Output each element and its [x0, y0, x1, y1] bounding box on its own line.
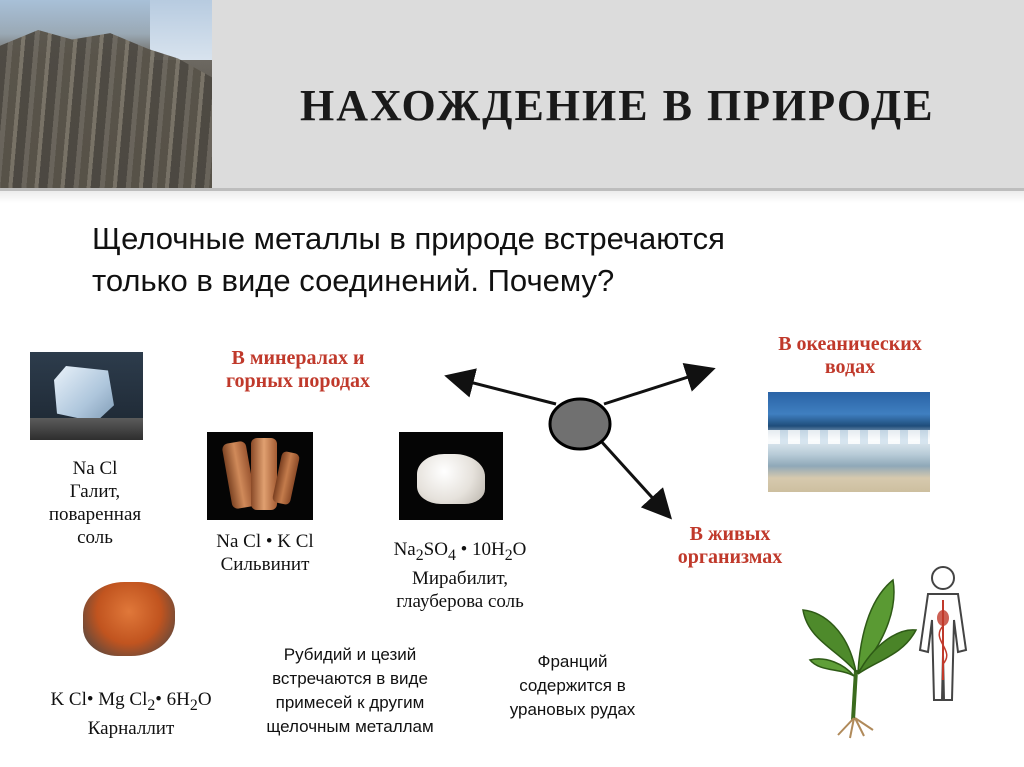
- ocean-waves-photo: [768, 392, 930, 492]
- mirabilite-crystal: [417, 454, 485, 504]
- label-ocean-line-1: В океанических: [778, 333, 922, 355]
- label-organisms-line-2: организмах: [677, 546, 783, 568]
- note-rubidium-line-2: встречаются в виде: [272, 669, 428, 688]
- plant-icon: [803, 580, 916, 738]
- carnallite-crystal: [83, 582, 175, 656]
- formula-part: Na: [393, 539, 416, 560]
- halite-formula: Na Cl: [72, 458, 118, 479]
- sylvinite-name: Сильвинит: [220, 554, 310, 575]
- halite-name-2: поваренная: [48, 504, 142, 525]
- arrow-to-minerals: [450, 377, 556, 404]
- mirabilite-photo: [399, 432, 503, 520]
- carnallite-name: Карналлит: [87, 717, 175, 739]
- plant-and-human-illustration: [798, 560, 988, 740]
- sylvinite-photo: [207, 432, 313, 520]
- sky-area: [150, 0, 212, 60]
- halite-name-1: Галит,: [69, 481, 121, 502]
- label-ocean-line-2: водах: [824, 356, 876, 378]
- intro-text: [92, 218, 725, 302]
- formula-subscript: 4: [447, 546, 456, 564]
- formula-part: • 10H: [455, 539, 505, 560]
- note-francium-line-2: содержится в: [519, 676, 626, 695]
- mirabilite-formula: [370, 538, 550, 567]
- halite-photo: [30, 352, 143, 440]
- label-minerals-line-2: горных породах: [225, 370, 371, 392]
- formula-part: K Cl• Mg Cl: [50, 689, 148, 710]
- arrow-to-ocean: [604, 370, 710, 404]
- halite-name-3: соль: [77, 527, 113, 548]
- note-francium: [485, 650, 660, 722]
- label-minerals-line-1: В минералах и: [231, 347, 365, 369]
- note-rubidium-line-4: щелочным металлам: [266, 717, 434, 736]
- halite-caption: [20, 457, 170, 549]
- label-ocean: [750, 333, 950, 379]
- carnallite-formula: [22, 688, 240, 717]
- mirabilite-name-2: глауберова соль: [396, 590, 524, 612]
- formula-part: O: [197, 689, 212, 710]
- mirabilite-caption: [370, 538, 550, 613]
- formula-subscript: 2: [415, 546, 424, 564]
- title-text: НАХОЖДЕНИЕ В ПРИРОДЕ: [300, 81, 935, 130]
- note-francium-line-1: Франций: [537, 652, 608, 671]
- intro-line-2: только в виде соединений. Почему?: [92, 263, 615, 298]
- mirabilite-name-1: Мирабилит,: [411, 567, 509, 589]
- formula-part: SO: [423, 539, 448, 560]
- sylvinite-formula: Na Cl • K Cl: [216, 531, 314, 552]
- label-organisms: [650, 523, 810, 569]
- note-rubidium-line-3: примесей к другим: [275, 693, 425, 712]
- formula-part: O: [512, 539, 527, 560]
- note-francium-line-3: урановых рудах: [509, 700, 636, 719]
- sylvinite-caption: [190, 530, 340, 576]
- arrow-to-organisms: [600, 440, 668, 515]
- formula-subscript: 2: [189, 696, 198, 714]
- carnallite-photo: [73, 568, 185, 672]
- central-hub-circle: [550, 399, 610, 449]
- label-minerals: [200, 347, 396, 393]
- slide-title: [300, 80, 935, 131]
- header-divider: [0, 191, 1024, 203]
- wave-foam: [768, 430, 930, 444]
- intro-line-1: Щелочные металлы в природе встречаются: [92, 221, 725, 256]
- formula-subscript: 2: [504, 546, 513, 564]
- carnallite-caption: [22, 688, 240, 740]
- rock-cliff-photo: [0, 0, 212, 188]
- formula-subscript: 2: [147, 696, 156, 714]
- halite-crystal: [54, 366, 114, 422]
- label-organisms-line-1: В живых: [689, 523, 771, 545]
- halite-rock-base: [30, 418, 143, 440]
- human-body-icon: [920, 567, 966, 700]
- note-rubidium-line-1: Рубидий и цезий: [283, 645, 417, 664]
- note-rubidium-cesium: [245, 643, 455, 739]
- formula-part: • 6H: [155, 689, 190, 710]
